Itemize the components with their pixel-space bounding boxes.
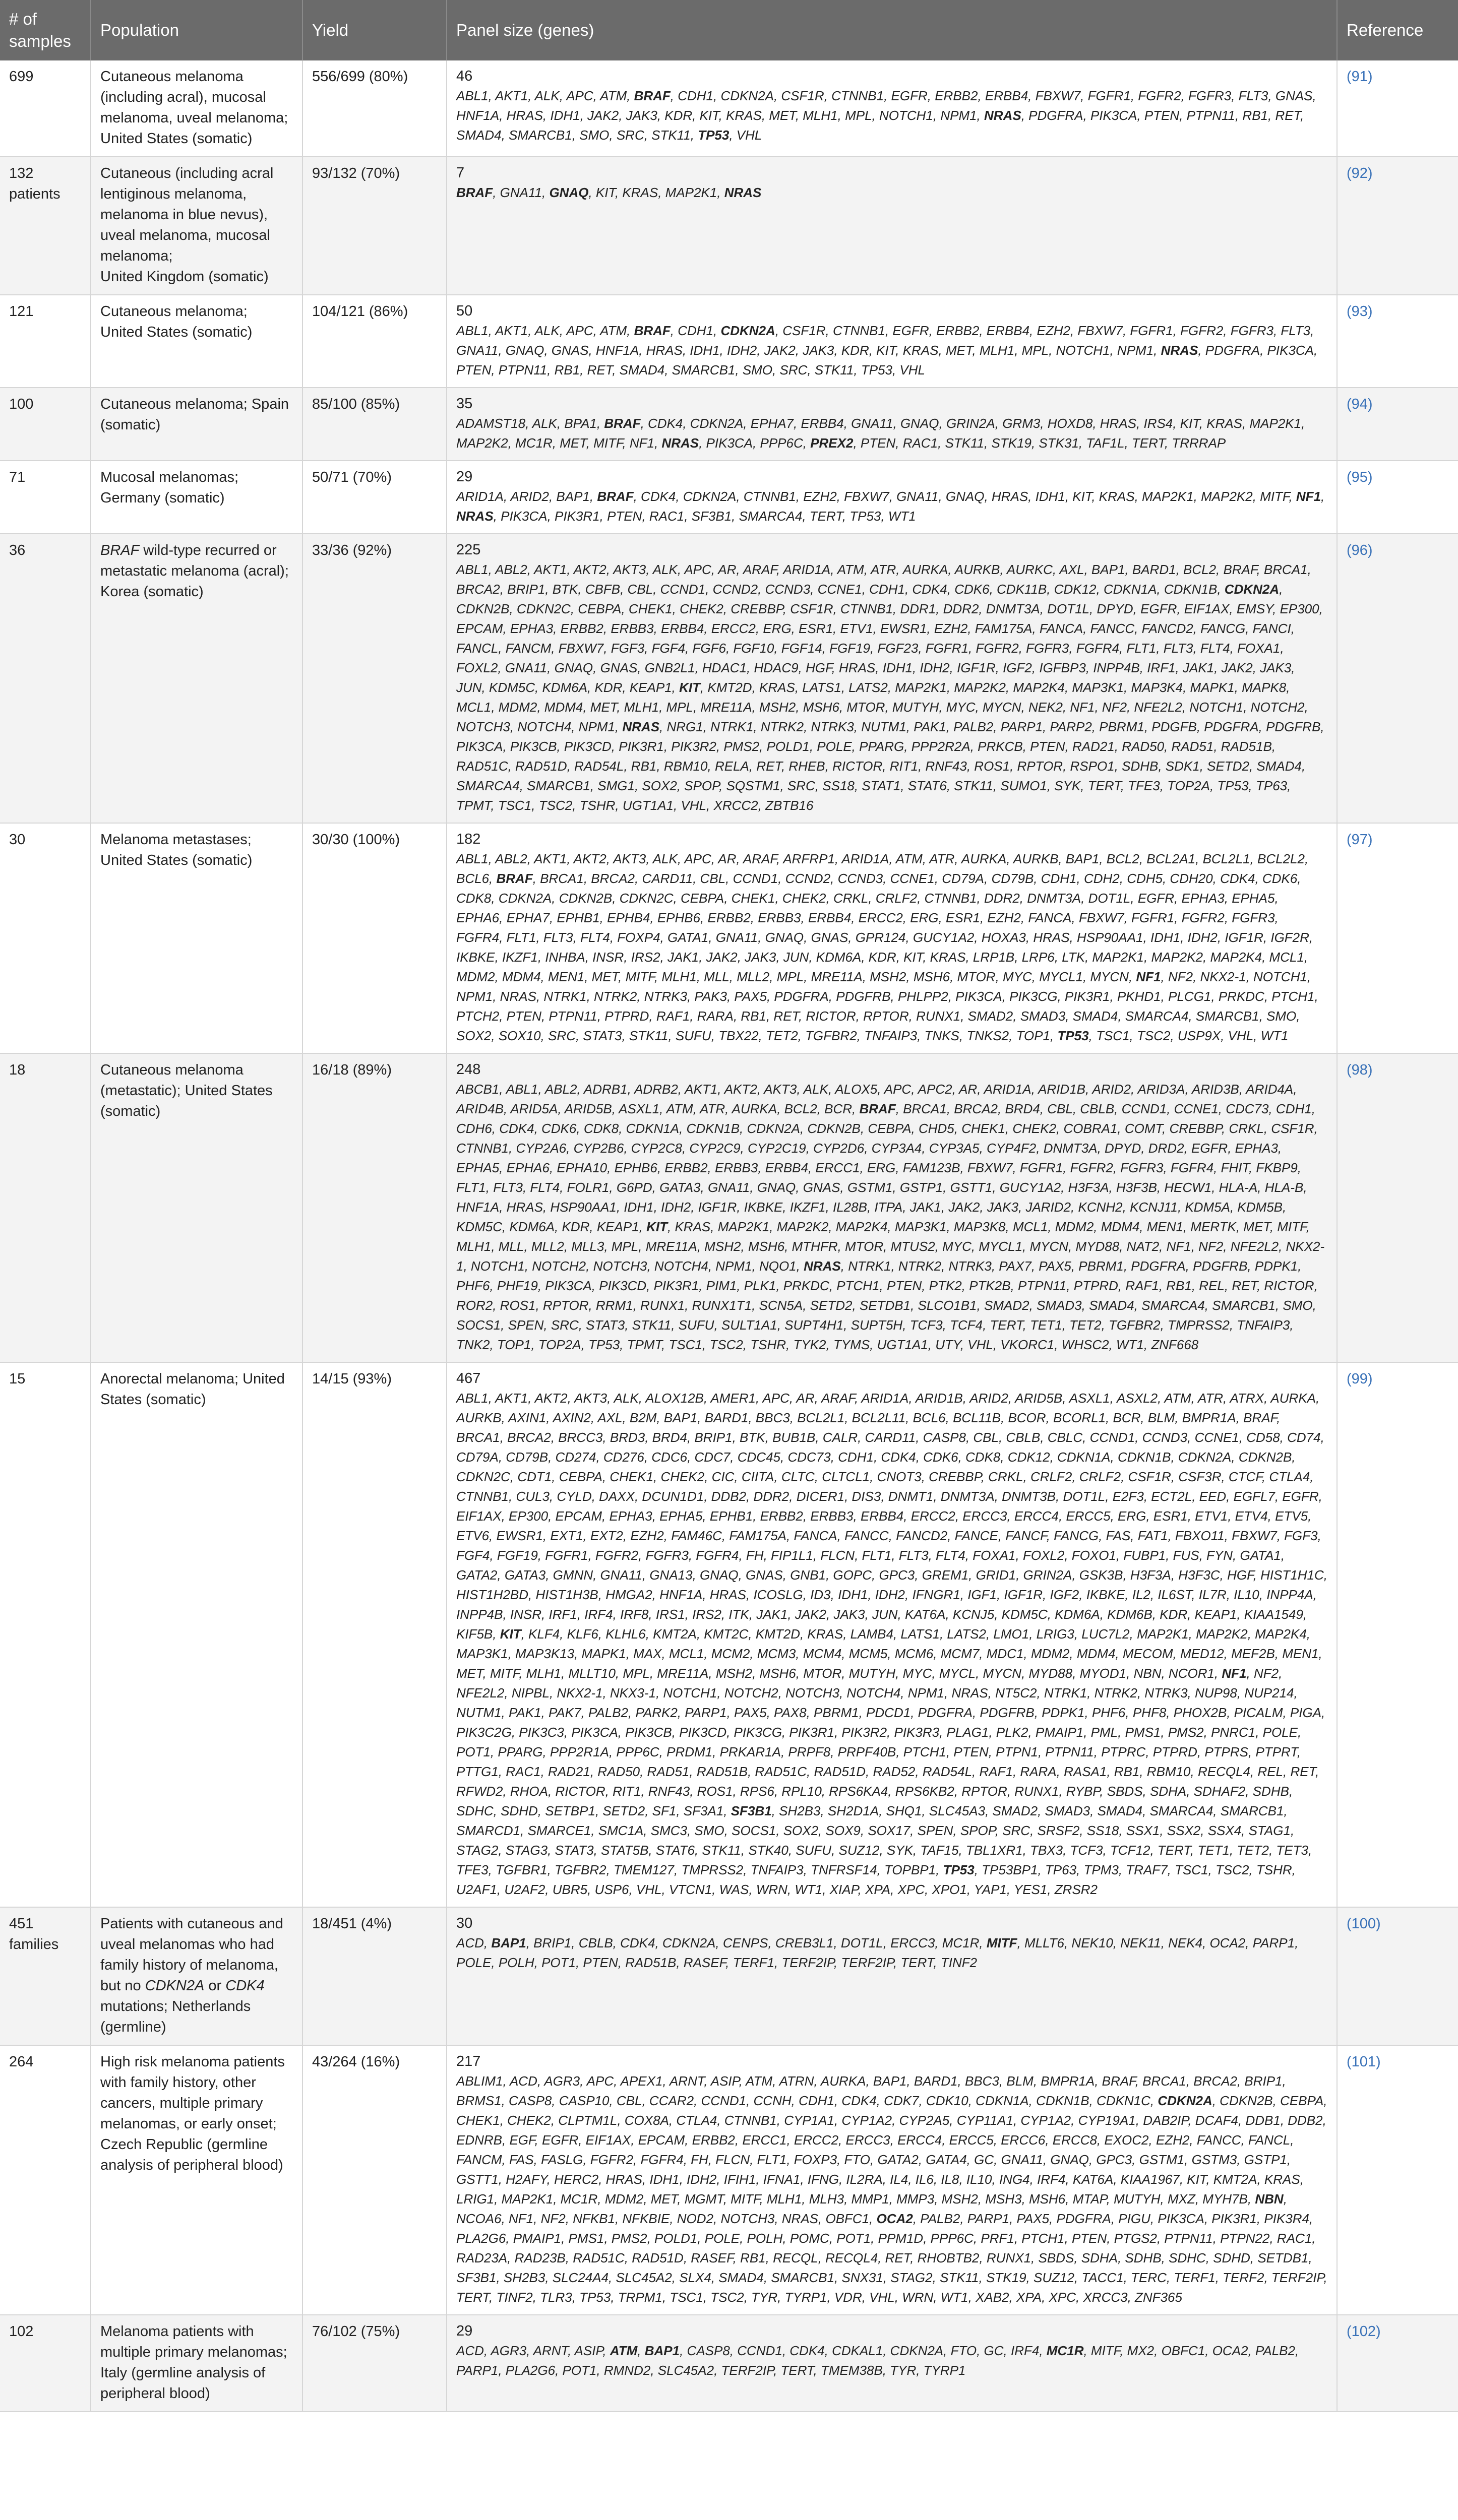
panel-size-cell	[447, 60, 1337, 157]
reference-cell	[1337, 60, 1458, 157]
reference-link[interactable]: (96)	[1347, 542, 1373, 558]
reference-cell	[1337, 2045, 1458, 2315]
samples-cell: 71	[0, 461, 91, 534]
yield-cell: 43/264 (16%)	[302, 2045, 447, 2315]
table-row	[0, 1907, 1458, 2045]
table-row	[0, 295, 1458, 388]
population-cell: Cutaneous (including acral lentiginous melanoma, melanoma in blue nevus), uveal melanoma, mucosal melanoma; United Kingdom (somatic)	[91, 157, 302, 295]
panel-gene-count: 50	[456, 303, 473, 319]
panel-size-cell	[447, 157, 1337, 295]
panel-size-cell	[447, 2315, 1337, 2412]
panel-gene-count: 29	[456, 469, 473, 485]
reference-link[interactable]: (92)	[1347, 165, 1373, 181]
panel-size-cell	[447, 534, 1337, 823]
reference-cell	[1337, 823, 1458, 1053]
reference-cell	[1337, 1907, 1458, 2045]
yield-cell: 556/699 (80%)	[302, 60, 447, 157]
reference-cell	[1337, 1362, 1458, 1907]
reference-link[interactable]: (102)	[1347, 2323, 1381, 2340]
panel-size-cell	[447, 823, 1337, 1053]
table-row	[0, 1362, 1458, 1907]
reference-cell	[1337, 1053, 1458, 1362]
table-row	[0, 534, 1458, 823]
table-row	[0, 1053, 1458, 1362]
population-cell: Cutaneous melanoma (including acral), mucosal melanoma, uveal melanoma; United States (somatic)	[91, 60, 302, 157]
table-row	[0, 2045, 1458, 2315]
gene-list: ADAMST18, ALK, BPA1, BRAF, CDK4, CDKN2A, EPHA7, ERBB4, GNA11, GNAQ, GRIN2A, GRM3, HOXD8, HRAS, IRS4, KIT, KRAS, MAP2K1, MAP2K2, MC1R, MET, MITF, NF1, NRAS, PIK3CA, PPP6C, PREX2, PTEN, RAC1, STK11, STK19, STK31, TAF1L, TERT, TRRRAP	[456, 416, 1305, 451]
table-header	[0, 0, 1458, 60]
samples-cell: 264	[0, 2045, 91, 2315]
gene-list: BRAF, GNA11, GNAQ, KIT, KRAS, MAP2K1, NRAS	[456, 185, 762, 200]
panel-gene-count: 225	[456, 542, 481, 558]
population-cell: BRAF wild-type recurred or metastatic melanoma (acral); Korea (somatic)	[91, 534, 302, 823]
panel-gene-count: 35	[456, 396, 473, 412]
panel-gene-count: 467	[456, 1370, 481, 1387]
yield-cell: 93/132 (70%)	[302, 157, 447, 295]
panel-gene-count: 248	[456, 1061, 481, 1078]
reference-link[interactable]: (91)	[1347, 69, 1373, 85]
reference-link[interactable]: (94)	[1347, 396, 1373, 412]
header-panel-size: Panel size (genes)	[447, 0, 1337, 60]
gene-list: ACD, BAP1, BRIP1, CBLB, CDK4, CDKN2A, CENPS, CREB3L1, DOT1L, ERCC3, MC1R, MITF, MLLT6, NEK10, NEK11, NEK4, OCA2, PARP1, POLE, POLH, POT1, PTEN, RAD51B, RASEF, TERF1, TERF2IP, TERF2IP, TERT, TINF2	[456, 1935, 1299, 1970]
population-cell: Patients with cutaneous and uveal melanomas who had family history of melanoma, but no CDKN2A or CDK4 mutations; Netherlands (germline)	[91, 1907, 302, 2045]
samples-cell: 102	[0, 2315, 91, 2412]
table-row	[0, 60, 1458, 157]
yield-cell: 85/100 (85%)	[302, 388, 447, 461]
panel-size-cell	[447, 388, 1337, 461]
samples-cell: 15	[0, 1362, 91, 1907]
population-cell: Melanoma metastases; United States (somatic)	[91, 823, 302, 1053]
yield-cell: 50/71 (70%)	[302, 461, 447, 534]
population-cell: High risk melanoma patients with family history, other cancers, multiple primary melanomas, or early onset; Czech Republic (germline analysis of peripheral blood)	[91, 2045, 302, 2315]
panel-size-cell	[447, 461, 1337, 534]
reference-cell	[1337, 157, 1458, 295]
gene-list: ABCB1, ABL1, ABL2, ADRB1, ADRB2, AKT1, AKT2, AKT3, ALK, ALOX5, APC, APC2, AR, ARID1A, ARID1B, ARID2, ARID3A, ARID3B, ARID4A, ARID4B, ARID5A, ARID5B, ASXL1, ATM, ATR, AURKA, BCL2, BCR, BRAF, BRCA1, BRCA2, BRD4, CBL, CBLB, CCND1, CCNE1, CDC73, CDH1, CDH6, CDK4, CDK6, CDK8, CDKN1A, CDKN1B, CDKN2A, CDKN2B, CEBPA, CHD5, CHEK1, CHEK2, COBRA1, COMT, CREBBP, CRKL, CSF1R, CTNNB1, CYP2A6, CYP2B6, CYP2C8, CYP2C9, CYP2C19, CYP2D6, CYP3A4, CYP3A5, CYP4F2, DNMT3A, DPYD, DRD2, EGFR, EPHA3, EPHA5, EPHA6, EPHA10, EPHB6, ERBB2, ERBB3, ERBB4, ERCC1, ERG, FAM123B, FBXW7, FGFR1, FGFR2, FGFR3, FGFR4, FHIT, FKBP9, FLT1, FLT3, FLT4, FOLR1, G6PD, GATA3, GNA11, GNAQ, GNAS, GSTM1, GSTP1, GSTT1, GUCY1A2, H3F3A, H3F3B, HECW1, HLA-A, HLA-B, HNF1A, HRAS, HSP90AA1, IDH1, IDH2, IGF1R, IKBKE, IKZF1, IL28B, ITPA, JAK1, JAK2, JAK3, JARID2, KCNH2, KCNJ11, KDM5A, KDM5B, KDM5C, KDM6A, KDR, KEAP1, KIT, KRAS, MAP2K1, MAP2K2, MAP2K4, MAP3K1, MAP3K8, MCL1, MDM2, MDM4, MEN1, MERTK, MET, MITF, MLH1, MLL, MLL2, MLL3, MPL, MRE11A, MSH2, MSH6, MTHFR, MTOR, MTUS2, MYC, MYCL1, MYCN, MYD88, NAT2, NF1, NF2, NFE2L2, NKX2-1, NOTCH1, NOTCH2, NOTCH3, NOTCH4, NPM1, NQO1, NRAS, NTRK1, NTRK2, NTRK3, PAX7, PAX5, PBRM1, PDGFRA, PDGFRB, PDPK1, PHF6, PHF19, PIK3CA, PIK3CD, PIK3R1, PIM1, PLK1, PRKDC, PTCH1, PTEN, PTK2, PTK2B, PTPN11, PTPRD, RAF1, RB1, REL, RET, RICTOR, ROR2, ROS1, RPTOR, RRM1, RUNX1, RUNX1T1, SCN5A, SETD2, SETDB1, SLCO1B1, SMAD2, SMAD3, SMAD4, SMARCA4, SMARCB1, SMO, SOCS1, SPEN, SRC, STAT3, STK11, SUFU, SULT1A1, SUPT4H1, SUPT5H, TCF3, TCF4, TERT, TET1, TET2, TGFBR2, TMPRSS2, TNFAIP3, TNK2, TOP1, TOP2A, TP53, TPMT, TSC1, TSC2, TSHR, TYK2, TYMS, UGT1A1, UTY, VHL, VKORC1, WHSC2, WT1, ZNF668	[456, 1082, 1325, 1352]
panel-size-cell	[447, 295, 1337, 388]
yield-cell: 30/30 (100%)	[302, 823, 447, 1053]
reference-link[interactable]: (101)	[1347, 2054, 1381, 2070]
samples-cell: 18	[0, 1053, 91, 1362]
table-row	[0, 461, 1458, 534]
header-population: Population	[91, 0, 302, 60]
yield-cell: 104/121 (86%)	[302, 295, 447, 388]
reference-link[interactable]: (100)	[1347, 1916, 1381, 1932]
yield-cell: 18/451 (4%)	[302, 1907, 447, 2045]
reference-link[interactable]: (97)	[1347, 832, 1373, 848]
panel-size-cell	[447, 1053, 1337, 1362]
samples-cell: 36	[0, 534, 91, 823]
samples-cell: 30	[0, 823, 91, 1053]
population-cell: Anorectal melanoma; United States (somatic)	[91, 1362, 302, 1907]
panel-gene-count: 182	[456, 831, 481, 847]
header-samples: # of samples	[0, 0, 91, 60]
reference-cell	[1337, 534, 1458, 823]
population-cell: Melanoma patients with multiple primary melanomas; Italy (germline analysis of peripheral blood)	[91, 2315, 302, 2412]
table-row	[0, 2315, 1458, 2412]
gene-list: ARID1A, ARID2, BAP1, BRAF, CDK4, CDKN2A, CTNNB1, EZH2, FBXW7, GNA11, GNAQ, HRAS, IDH1, KIT, KRAS, MAP2K1, MAP2K2, MITF, NF1, NRAS, PIK3CA, PIK3R1, PTEN, RAC1, SF3B1, SMARCA4, TERT, TP53, WT1	[456, 489, 1325, 524]
reference-cell	[1337, 2315, 1458, 2412]
panel-size-cell	[447, 2045, 1337, 2315]
population-cell: Mucosal melanomas; Germany (somatic)	[91, 461, 302, 534]
header-yield: Yield	[302, 0, 447, 60]
panel-gene-count: 46	[456, 68, 473, 84]
yield-cell: 16/18 (89%)	[302, 1053, 447, 1362]
yield-cell: 14/15 (93%)	[302, 1362, 447, 1907]
table-row	[0, 388, 1458, 461]
gene-list: ABL1, ABL2, AKT1, AKT2, AKT3, ALK, APC, AR, ARAF, ARID1A, ATM, ATR, AURKA, AURKB, AURKC, AXL, BAP1, BARD1, BCL2, BRAF, BRCA1, BRCA2, BRIP1, BTK, CBFB, CBL, CCND1, CCND2, CCND3, CCNE1, CDH1, CDK4, CDK6, CDK11B, CDK12, CDKN1A, CDKN1B, CDKN2A, CDKN2B, CDKN2C, CEBPA, CHEK1, CHEK2, CREBBP, CSF1R, CTNNB1, DDR1, DDR2, DNMT3A, DOT1L, DPYD, EGFR, EIF1AX, EMSY, EP300, EPCAM, EPHA3, ERBB2, ERBB3, ERBB4, ERCC2, ERG, ESR1, ETV1, EWSR1, EZH2, FAM175A, FANCA, FANCC, FANCD2, FANCG, FANCI, FANCL, FANCM, FBXW7, FGF3, FGF4, FGF6, FGF10, FGF14, FGF19, FGF23, FGFR1, FGFR2, FGFR3, FGFR4, FLT1, FLT3, FLT4, FOXA1, FOXL2, GNA11, GNAQ, GNAS, GNB2L1, HDAC1, HDAC9, HGF, HRAS, IDH1, IDH2, IGF1R, IGF2, IGFBP3, INPP4B, IRF1, JAK1, JAK2, JAK3, JUN, KDM5C, KDM6A, KDR, KEAP1, KIT, KMT2D, KRAS, LATS1, LATS2, MAP2K1, MAP2K2, MAP2K4, MAP3K1, MAP3K4, MAPK1, MAPK8, MCL1, MDM2, MDM4, MET, MLH1, MPL, MRE11A, MSH2, MSH6, MTOR, MUTYH, MYC, MYCN, NEK2, NF1, NF2, NFE2L2, NOTCH1, NOTCH2, NOTCH3, NOTCH4, NPM1, NRAS, NRG1, NTRK1, NTRK2, NTRK3, NUTM1, PAK1, PALB2, PARP1, PARP2, PBRM1, PDGFB, PDGFRA, PDGFRB, PIK3CA, PIK3CB, PIK3CD, PIK3R1, PIK3R2, PMS2, POLD1, POLE, PPARG, PPP2R2A, PRKCB, PTEN, RAD21, RAD50, RAD51, RAD51B, RAD51C, RAD51D, RAD54L, RB1, RBM10, RELA, RET, RHEB, RICTOR, RIT1, RNF43, ROS1, RPTOR, RSPO1, SDHB, SDK1, SETD2, SMAD4, SMARCA4, SMARCB1, SMG1, SOX2, SPOP, SQSTM1, SRC, SS18, STAT1, STAT6, STK11, SUMO1, SYK, TERT, TFE3, TOP2A, TP53, TP63, TPMT, TSC1, TSC2, TSHR, UGT1A1, VHL, XRCC2, ZBTB16	[456, 562, 1324, 813]
gene-list: ABL1, AKT1, ALK, APC, ATM, BRAF, CDH1, CDKN2A, CSF1R, CTNNB1, EGFR, ERBB2, ERBB4, FBXW7, FGFR1, FGFR2, FGFR3, FLT3, GNAS, HNF1A, HRAS, IDH1, JAK2, JAK3, KDR, KIT, KRAS, MET, MLH1, MPL, NOTCH1, NPM1, NRAS, PDGFRA, PIK3CA, PTEN, PTPN11, RB1, RET, SMAD4, SMARCB1, SMO, SRC, STK11, TP53, VHL	[456, 88, 1316, 143]
gene-list: ABL1, AKT1, ALK, APC, ATM, BRAF, CDH1, CDKN2A, CSF1R, CTNNB1, EGFR, ERBB2, ERBB4, EZH2, FBXW7, FGFR1, FGFR2, FGFR3, FLT3, GNA11, GNAQ, GNAS, HNF1A, HRAS, IDH1, IDH2, JAK2, JAK3, KDR, KIT, KRAS, MET, MLH1, MPL, NOTCH1, NPM1, NRAS, PDGFRA, PIK3CA, PTEN, PTPN11, RB1, RET, SMAD4, SMARCB1, SMO, SRC, STK11, TP53, VHL	[456, 323, 1318, 377]
panel-size-cell	[447, 1362, 1337, 1907]
samples-cell: 100	[0, 388, 91, 461]
population-cell: Cutaneous melanoma (metastatic); United States (somatic)	[91, 1053, 302, 1362]
reference-cell	[1337, 388, 1458, 461]
samples-cell: 121	[0, 295, 91, 388]
yield-cell: 33/36 (92%)	[302, 534, 447, 823]
gene-list: ABLIM1, ACD, AGR3, APC, APEX1, ARNT, ASIP, ATM, ATRN, AURKA, BAP1, BARD1, BBC3, BLM, BMPR1A, BRAF, BRCA1, BRCA2, BRIP1, BRMS1, CASP8, CASP10, CBL, CCAR2, CCND1, CCNH, CDH1, CDK4, CDK7, CDK10, CDKN1A, CDKN1B, CDKN1C, CDKN2A, CDKN2B, CEBPA, CHEK1, CHEK2, CLPTM1L, COX8A, CTLA4, CTNNB1, CYP1A1, CYP1A2, CYP2A5, CYP11A1, CYP1A2, CYP19A1, DAB2IP, DCAF4, DDB1, DDB2, EDNRB, EGF, EGFR, EIF1AX, EPCAM, ERBB2, ERCC1, ERCC2, ERCC3, ERCC4, ERCC5, ERCC6, ERCC8, EXOC2, EZH2, FANCC, FANCL, FANCM, FAS, FASLG, FGFR2, FGFR4, FH, FLCN, FLT1, FOXP3, FTO, GATA2, GATA4, GC, GNA11, GNAQ, GPC3, GSTM1, GSTM3, GSTP1, GSTT1, H2AFY, HERC2, HRAS, IDH1, IDH2, IFIH1, IFNA1, IFNG, IL2RA, IL4, IL6, IL8, IL10, ING4, IRF4, KAT6A, KIAA1967, KIT, KMT2A, KRAS, LRIG1, MAP2K1, MC1R, MDM2, MET, MGMT, MITF, MLH1, MLH3, MMP1, MMP3, MSH2, MSH3, MSH6, MTAP, MUTYH, MXZ, MYH7B, NBN, NCOA6, NF1, NF2, NFKB1, NFKBIE, NOD2, NOTCH3, NRAS, OBFC1, OCA2, PALB2, PARP1, PAX5, PDGFRA, PIGU, PIK3CA, PIK3R1, PIK3R4, PLA2G6, PMAIP1, PMS1, PMS2, POLD1, POLE, POLH, POMC, POT1, PPM1D, PPP6C, PRF1, PTCH1, PTEN, PTGS2, PTPN11, PTPN22, RAC1, RAD23A, RAD23B, RAD51C, RAD51D, RASEF, RB1, RECQL, RECQL4, RET, RHOBTB2, RUNX1, SBDS, SDHA, SDHB, SDHC, SDHD, SETDB1, SF3B1, SH2B3, SLC24A4, SLC45A2, SLX4, SMAD4, SMARCB1, SNX31, STAG2, STK11, STK19, SUZ12, TACC1, TERC, TERF1, TERF2, TERF2IP, TERT, TINF2, TLR3, TP53, TRPM1, TSC1, TSC2, TYR, TYRP1, VDR, VHL, WRN, WT1, XAB2, XPA, XPC, XRCC3, ZNF365	[456, 2073, 1327, 2305]
table-row	[0, 157, 1458, 295]
population-cell: Cutaneous melanoma; United States (somatic)	[91, 295, 302, 388]
panel-gene-count: 29	[456, 2323, 473, 2339]
panel-gene-count: 30	[456, 1915, 473, 1931]
samples-cell: 699	[0, 60, 91, 157]
population-cell: Cutaneous melanoma; Spain (somatic)	[91, 388, 302, 461]
table-row	[0, 823, 1458, 1053]
reference-link[interactable]: (93)	[1347, 303, 1373, 320]
gene-list: ACD, AGR3, ARNT, ASIP, ATM, BAP1, CASP8, CCND1, CDK4, CDKAL1, CDKN2A, FTO, GC, IRF4, MC1R, MITF, MX2, OBFC1, OCA2, PALB2, PARP1, PLA2G6, POT1, RMND2, SLC45A2, TERF2IP, TERT, TMEM38B, TYR, TYRP1	[456, 2343, 1299, 2378]
header-reference: Reference	[1337, 0, 1458, 60]
panel-gene-count: 217	[456, 2053, 481, 2069]
reference-link[interactable]: (98)	[1347, 1062, 1373, 1078]
gene-list: ABL1, ABL2, AKT1, AKT2, AKT3, ALK, APC, AR, ARAF, ARFRP1, ARID1A, ATM, ATR, AURKA, AURKB, BAP1, BCL2, BCL2A1, BCL2L1, BCL2L2, BCL6, BRAF, BRCA1, BRCA2, CARD11, CBL, CCND1, CCND2, CCND3, CCNE1, CD79A, CD79B, CDH1, CDH2, CDH5, CDH20, CDK4, CDK6, CDK8, CDKN2A, CDKN2B, CDKN2C, CEBPA, CHEK1, CHEK2, CRKL, CRLF2, CTNNB1, DDR2, DNMT3A, DOT1L, EGFR, EPHA3, EPHA5, EPHA6, EPHA7, EPHB1, EPHB4, EPHB6, ERBB2, ERBB3, ERBB4, ERCC2, ERG, ESR1, EZH2, FANCA, FBXW7, FGFR1, FGFR2, FGFR3, FGFR4, FLT1, FLT3, FLT4, FOXP4, GATA1, GNA11, GNAQ, GNAS, GPR124, GUCY1A2, HOXA3, HRAS, HSP90AA1, IDH1, IDH2, IGF1R, IGF2R, IKBKE, IKZF1, INHBA, INSR, IRS2, JAK1, JAK2, JAK3, JUN, KDM6A, KDR, KIT, KRAS, LRP1B, LRP6, LTK, MAP2K1, MAP2K2, MAP2K4, MCL1, MDM2, MDM4, MEN1, MET, MITF, MLH1, MLL, MLL2, MPL, MRE11A, MSH2, MSH6, MTOR, MYC, MYCL1, MYCN, NF1, NF2, NKX2-1, NOTCH1, NPM1, NRAS, NTRK1, NTRK2, NTRK3, PAK3, PAX5, PDGFRA, PDGFRB, PHLPP2, PIK3CA, PIK3CG, PIK3R1, PKHD1, PLCG1, PRKDC, PTCH1, PTCH2, PTEN, PTPN11, PTPRD, RAF1, RARA, RB1, RET, RICTOR, RPTOR, RUNX1, SMAD2, SMAD3, SMAD4, SMARCA4, SMARCB1, SMO, SOX2, SOX10, SRC, STAT3, STK11, SUFU, TBX22, TET2, TGFBR2, TNFAIP3, TNKS, TNKS2, TOP1, TP53, TSC1, TSC2, USP9X, VHL, WT1	[456, 851, 1318, 1043]
panel-size-cell	[447, 1907, 1337, 2045]
samples-cell: 132 patients	[0, 157, 91, 295]
reference-link[interactable]: (99)	[1347, 1371, 1373, 1387]
yield-cell: 76/102 (75%)	[302, 2315, 447, 2412]
gene-list: ABL1, AKT1, AKT2, AKT3, ALK, ALOX12B, AMER1, APC, AR, ARAF, ARID1A, ARID1B, ARID2, ARID5B, ASXL1, ASXL2, ATM, ATR, ATRX, AURKA, AURKB, AXIN1, AXIN2, AXL, B2M, BAP1, BARD1, BBC3, BCL2L1, BCL2L11, BCL6, BCL11B, BCOR, BCORL1, BCR, BLM, BMPR1A, BRAF, BRCA1, BRCA2, BRCC3, BRD3, BRD4, BRIP1, BTK, BUB1B, CALR, CARD11, CASP8, CBL, CBLB, CBLC, CCND1, CCND3, CCNE1, CD58, CD74, CD79A, CD79B, CD274, CD276, CDC6, CDC7, CDC45, CDC73, CDH1, CDK4, CDK6, CDK8, CDK12, CDKN1A, CDKN1B, CDKN2A, CDKN2B, CDKN2C, CDT1, CEBPA, CHEK1, CHEK2, CIC, CIITA, CLTC, CLTCL1, CNOT3, CREBBP, CRKL, CRLF2, CRLF2, CSF1R, CSF3R, CTCF, CTLA4, CTNNB1, CUL3, CYLD, DAXX, DCUN1D1, DDB2, DDR2, DICER1, DIS3, DNMT1, DNMT3A, DNMT3B, DOT1L, E2F3, ECT2L, EED, EGFL7, EGFR, EIF1AX, EP300, EPCAM, EPHA3, EPHA5, EPHB1, ERBB2, ERBB3, ERBB4, ERCC2, ERCC3, ERCC4, ERCC5, ERG, ESR1, ETV1, ETV4, ETV5, ETV6, EWSR1, EXT1, EXT2, EZH2, FAM46C, FAM175A, FANCA, FANCC, FANCD2, FANCE, FANCF, FANCG, FAS, FAT1, FBXO11, FBXW7, FGF3, FGF4, FGF19, FGFR1, FGFR2, FGFR3, FGFR4, FH, FIP1L1, FLCN, FLT1, FLT3, FLT4, FOXA1, FOXL2, FOXO1, FUBP1, FUS, FYN, GATA1, GATA2, GATA3, GMNN, GNA11, GNA13, GNAQ, GNAS, GNB1, GOPC, GPC3, GREM1, GRID1, GRIN2A, GSK3B, H3F3A, H3F3C, HGF, HIST1H1C, HIST1H2BD, HIST1H3B, HMGA2, HNF1A, HRAS, ICOSLG, ID3, IDH1, IDH2, IFNGR1, IGF1, IGF1R, IGF2, IKBKE, IL2, IL6ST, IL7R, IL10, INPP4A, INPP4B, INSR, IRF1, IRF4, IRF8, IRS1, IRS2, ITK, JAK1, JAK2, JAK3, JUN, KAT6A, KCNJ5, KDM5C, KDM6A, KDM6B, KDR, KEAP1, KIAA1549, KIF5B, KIT, KLF4, KLF6, KLHL6, KMT2A, KMT2C, KMT2D, KRAS, LAMB4, LATS1, LATS2, LMO1, LRIG3, LUC7L2, MAP2K1, MAP2K2, MAP2K4, MAP3K1, MAP3K13, MAPK1, MAX, MCL1, MCM2, MCM3, MCM4, MCM5, MCM6, MCM7, MDC1, MDM2, MDM4, MECOM, MED12, MEF2B, MEN1, MET, MITF, MLH1, MLLT10, MPL, MRE11A, MSH2, MSH6, MTOR, MUTYH, MYC, MYCL, MYCN, MYD88, MYOD1, NBN, NCOR1, NF1, NF2, NFE2L2, NIPBL, NKX2-1, NKX3-1, NOTCH1, NOTCH2, NOTCH3, NOTCH4, NPM1, NRAS, NT5C2, NTRK1, NTRK2, NTRK3, NUP98, NUP214, NUTM1, PAK1, PAK7, PALB2, PARK2, PARP1, PAX5, PAX8, PBRM1, PDCD1, PDGFRA, PDGFRB, PDPK1, PHF6, PHF8, PHOX2B, PICALM, PIGA, PIK3C2G, PIK3C3, PIK3CA, PIK3CB, PIK3CD, PIK3CG, PIK3R1, PIK3R2, PIK3R3, PLAG1, PLK2, PMAIP1, PML, PMS1, PMS2, PNRC1, POLE, POT1, PPARG, PPP2R1A, PPP6C, PRDM1, PRKAR1A, PRPF8, PRPF40B, PTCH1, PTEN, PTPN1, PTPN11, PTPRC, PTPRD, PTPRS, PTPRT, PTTG1, RAC1, RAD21, RAD50, RAD51, RAD51B, RAD51C, RAD51D, RAD52, RAD54L, RAF1, RARA, RASA1, RB1, RBM10, RECQL4, REL, RET, RFWD2, RHOA, RICTOR, RIT1, RNF43, ROS1, RPS6, RPL10, RPS6KA4, RPS6KB2, RPTOR, RUNX1, RYBP, SBDS, SDHA, SDHAF2, SDHB, SDHC, SDHD, SETBP1, SETD2, SF1, SF3A1, SF3B1, SH2B3, SH2D1A, SHQ1, SLC45A3, SMAD2, SMAD3, SMAD4, SMARCA4, SMARCB1, SMARCD1, SMARCE1, SMC1A, SMC3, SMO, SOCS1, SOX2, SOX9, SOX17, SPEN, SPOP, SRC, SRSF2, SS18, SSX1, SSX2, SSX4, STAG1, STAG2, STAG3, STAT3, STAT5B, STAT6, STK11, STK40, SUFU, SUZ12, SYK, TAF15, TBL1XR1, TBX3, TCF3, TCF12, TERT, TET1, TET2, TET3, TFE3, TGFBR1, TGFBR2, TMEM127, TMPRSS2, TNFAIP3, TNFRSF14, TOPBP1, TP53, TP53BP1, TP63, TPM3, TRAF7, TSC1, TSC2, TSHR, U2AF1, U2AF2, UBR5, USP6, VHL, VTCN1, WAS, WRN, WT1, XIAP, XPA, XPC, XPO1, YAP1, YES1, ZRSR2	[456, 1391, 1327, 1897]
reference-cell	[1337, 295, 1458, 388]
samples-cell: 451 families	[0, 1907, 91, 2045]
header-row	[0, 0, 1458, 60]
table-body	[0, 60, 1458, 2412]
reference-link[interactable]: (95)	[1347, 469, 1373, 485]
panel-gene-count: 7	[456, 165, 465, 181]
reference-cell	[1337, 461, 1458, 534]
